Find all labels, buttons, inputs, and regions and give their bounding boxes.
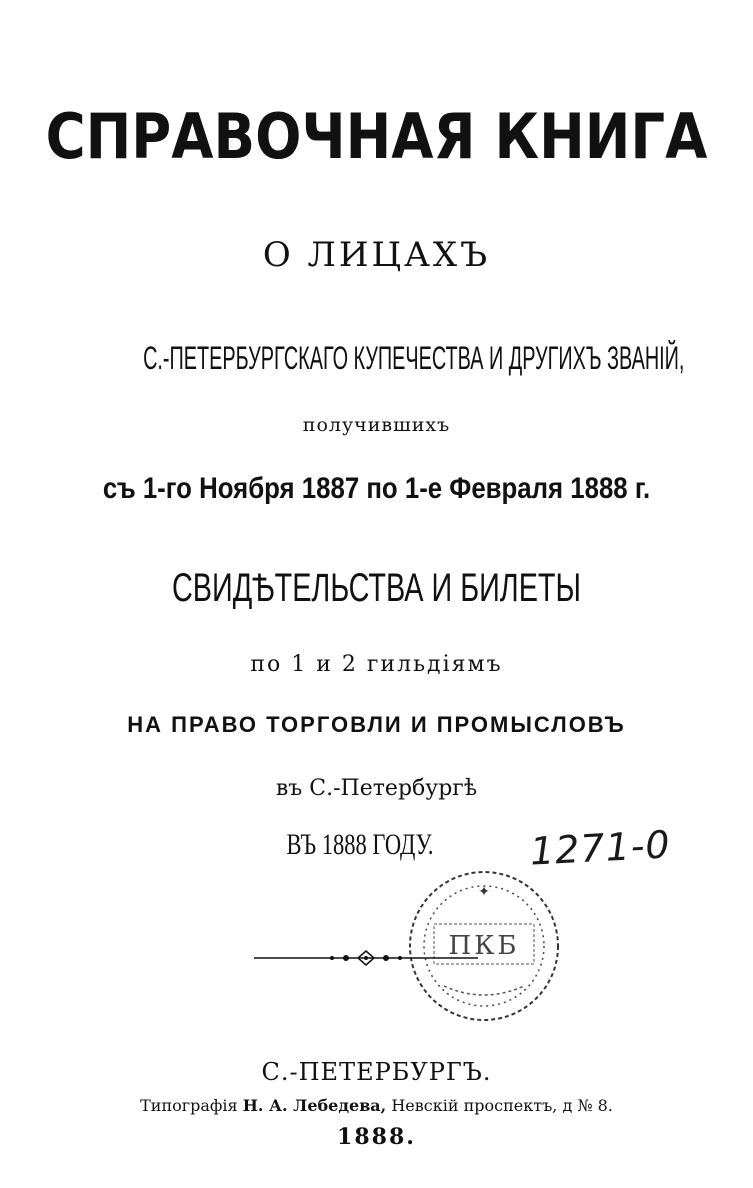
svg-text:✦: ✦ xyxy=(478,884,490,900)
imprint-city: С.-ПЕТЕРБУРГЪ. xyxy=(261,1058,492,1086)
subtitle-certificates: СВИДѢТЕЛЬСТВА И БИЛЕТЫ xyxy=(172,566,581,610)
book-title: СПРАВОЧНАЯ КНИГА xyxy=(45,100,708,173)
subtitle-city: въ С.-Петербургѣ xyxy=(275,776,478,801)
subtitle-guilds: по 1 и 2 гильдіямъ xyxy=(250,652,503,677)
subtitle-persons: О ЛИЦАХЪ xyxy=(262,235,491,275)
printer-name: Н. А. Лебедева, xyxy=(242,1096,387,1115)
imprint-printer xyxy=(0,1096,753,1115)
period-line: съ 1-го Ноября 1887 по 1-е Февраля 1888 г. xyxy=(102,472,651,505)
imprint-year: 1888. xyxy=(337,1124,416,1150)
printer-prefix: Типографія xyxy=(140,1096,238,1115)
divider-ornament xyxy=(254,946,478,970)
handwritten-shelfmark: 1271-0 xyxy=(528,822,672,874)
subtitle-year: ВЪ 1888 ГОДУ. xyxy=(286,828,434,861)
subtitle-merchants: С.-ПЕТЕРБУРГСКАГО КУПЕЧЕСТВА И ДРУГИХЪ ЗВАНІЙ, xyxy=(143,340,685,376)
printer-address: Невскій проспектъ, д № 8. xyxy=(391,1096,613,1115)
stamp-text: ПКБ xyxy=(448,931,520,961)
subtitle-received: получившихъ xyxy=(302,414,451,436)
subtitle-trade-rights: НА ПРАВО ТОРГОВЛИ И ПРОМЫСЛОВЪ xyxy=(127,712,626,737)
